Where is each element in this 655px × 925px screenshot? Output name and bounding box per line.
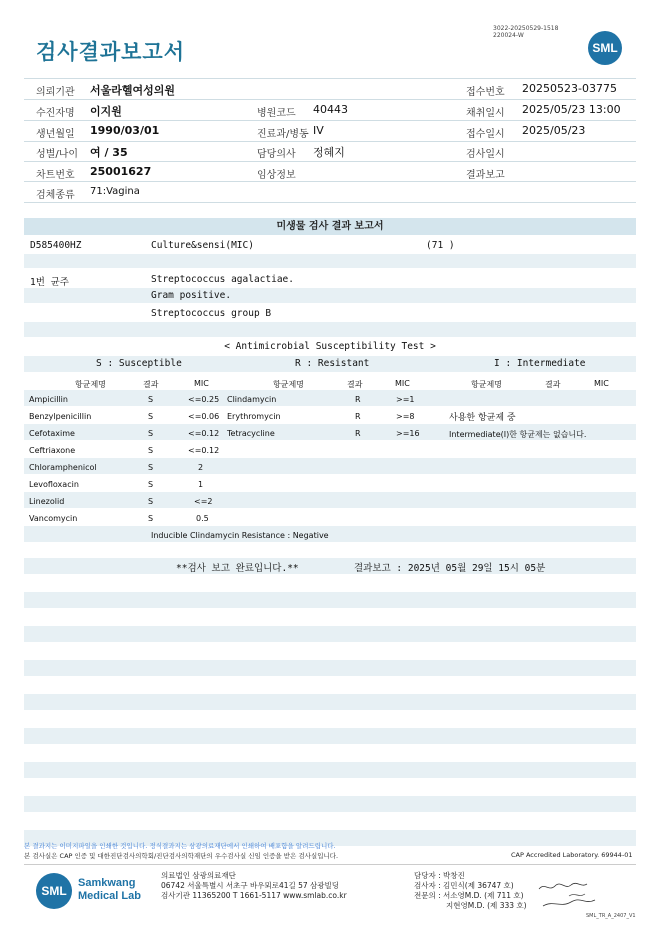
drug-mic: >=1 [396,395,415,404]
result-time: 결과보고 : 2025년 05월 29일 15시 05분 [354,563,546,574]
receipt-date-value: 2025/05/23 [522,124,586,137]
col-header-result: 결과 [347,380,363,389]
staff-line: 담당자 : 박창진 [414,871,465,880]
address-line: 의료법인 삼광의료재단 [161,871,236,880]
drug-mic: 2 [198,463,204,472]
col-header-drug: 항균제명 [75,380,106,389]
address-line: 검사기관 11365200 T 1661-5117 www.smlab.co.kr [161,891,347,900]
test-date-label: 검사일시 [466,149,505,160]
staff-line: 전문의 : 서소영M.D. (제 711 호) [414,891,524,900]
row-band [24,322,636,337]
drug-name: Ceftriaxone [29,446,76,455]
patient-name-label: 수진자명 [36,108,75,119]
page-title: 검사결과보고서 [36,40,186,64]
sex-age-label: 성별/나이 [36,149,79,160]
footer-notice: 본 결과지는 이미지파일을 인쇄한 것입니다. 정식결과지는 삼광의료재단에서 인쇄하여 배포함을 알려드립니다. [24,842,336,850]
result-report-label: 결과보고 [466,170,505,181]
drug-name: Ampicillin [29,395,68,404]
staff-list [414,871,527,911]
specimen-label: 검체종류 [36,190,75,201]
drug-mic: >=8 [396,412,415,421]
intermediate-note: 사용한 항균제 중 [449,413,516,423]
row-band [24,288,636,303]
drug-name: Benzylpenicillin [29,412,92,421]
completion-text: **검사 보고 완료입니다.** [176,563,299,574]
col-header-mic: MIC [395,379,410,388]
organism-label: 1번 균주 [30,277,69,288]
staff-line: 검사자 : 김민식(제 36747 호) [414,881,514,890]
drug-result: S [148,497,154,506]
sml-logo: SML [588,31,622,65]
drug-name: Erythromycin [227,412,281,421]
address-line: 06742 서울특별시 서초구 바우뫼로41길 57 삼광빌딩 [161,881,340,890]
dob-value: 1990/03/01 [90,124,160,137]
divider [24,202,636,203]
col-header-mic: MIC [194,379,209,388]
chart-no-label: 차트번호 [36,170,75,181]
inducible-clindamycin: Inducible Clindamycin Resistance : Negative [151,531,329,540]
dob-label: 생년월일 [36,129,75,140]
organization-name [78,877,141,903]
doctor-value: 정혜지 [313,146,345,159]
signature-image [535,880,615,914]
col-header-drug: 항균제명 [273,380,304,389]
document-id-line-1: 3022-20250529-1518 [493,25,559,32]
receipt-no-value: 20250523-03775 [522,82,617,95]
drug-name: Linezolid [29,497,65,506]
collect-value: 2025/05/23 13:00 [522,103,621,116]
row-band [24,796,636,812]
institution-label: 의뢰기관 [36,87,75,98]
specimen-value: 71:Vagina [90,186,140,197]
row-band [24,390,636,406]
organism-line: Streptococcus group B [151,308,272,319]
drug-name: Clindamycin [227,395,277,404]
form-code: SML_TR_A_2407_V1 [586,913,636,919]
row-band [24,592,636,608]
drug-name: Cefotaxime [29,429,75,438]
drug-mic: 1 [198,480,204,489]
row-band [24,458,636,474]
organization-address [161,871,347,901]
organism-line: Gram positive. [151,290,232,301]
document-id-line-2: 220024-W [493,32,524,39]
footer-certification: 본 검사실은 CAP 인증 및 대한진단검사의학회/진단검사의학재단의 우수검사실 신임 인증을 받은 검사실입니다. [24,852,339,860]
organization-name-line: Medical Lab [78,890,141,902]
receipt-no-label: 접수번호 [466,87,505,98]
chart-no-value: 25001627 [90,165,152,178]
legend-susceptible: S : Susceptible [96,358,182,369]
row-band [24,694,636,710]
legend-resistant: R : Resistant [295,358,370,369]
doctor-label: 담당의사 [257,149,296,160]
drug-mic: <=2 [194,497,213,506]
sex-age-value: 여 / 35 [90,146,128,159]
legend-intermediate: I : Intermediate [494,358,586,369]
receipt-date-label: 접수일시 [466,129,505,140]
drug-result: S [148,463,154,472]
organization-name-line: Samkwang [78,877,136,889]
drug-result: S [148,446,154,455]
test-number: (71 ) [426,240,455,251]
document-id [493,25,558,39]
row-band [24,660,636,676]
drug-mic: 0.5 [196,514,209,523]
section-title: 미생물 검사 결과 보고서 [276,221,384,232]
row-band [24,526,636,542]
row-band [24,728,636,744]
row-band [24,492,636,508]
divider [24,120,636,121]
drug-result: S [148,395,154,404]
patient-name-value: 이지원 [90,105,122,118]
institution-value: 서울라헬여성의원 [90,84,176,97]
row-band [24,254,636,268]
test-code: D585400HZ [30,240,82,251]
col-header-mic: MIC [594,379,609,388]
divider [24,99,636,100]
drug-mic: <=0.06 [188,412,220,421]
row-band [24,626,636,642]
divider [24,141,636,142]
drug-result: S [148,480,154,489]
drug-mic: <=0.12 [188,446,220,455]
drug-name: Vancomycin [29,514,78,523]
divider [24,78,636,79]
drug-result: R [355,412,361,421]
drug-name: Tetracycline [227,429,275,438]
divider [24,161,636,162]
collect-label: 채취일시 [466,108,505,119]
organism-line: Streptococcus agalactiae. [151,274,294,285]
drug-result: S [148,429,154,438]
test-name: Culture&sensi(MIC) [151,240,254,251]
drug-mic: <=0.25 [188,395,220,404]
col-header-drug: 항균제명 [471,380,502,389]
hospital-code-value: 40443 [313,103,348,116]
sml-footer-logo: SML [36,873,72,909]
col-header-result: 결과 [143,380,159,389]
hospital-code-label: 병원코드 [257,108,296,119]
cap-accreditation: CAP Accredited Laboratory. 69944-01 [511,851,633,859]
drug-result: S [148,514,154,523]
clinical-info-label: 임상정보 [257,170,296,181]
divider [24,181,636,182]
dept-label: 진료과/병동 [257,129,309,140]
row-band [24,762,636,778]
ast-title: < Antimicrobial Susceptibility Test > [224,341,436,352]
col-header-result: 결과 [545,380,561,389]
divider [24,864,636,865]
drug-result: R [355,395,361,404]
section-header [24,218,636,235]
drug-result: R [355,429,361,438]
drug-mic: <=0.12 [188,429,220,438]
intermediate-note: Intermediate(I)한 항균제는 없습니다. [449,430,587,439]
dept-value: IV [313,124,324,137]
drug-result: S [148,412,154,421]
staff-line: 지현영M.D. (제 333 호) [446,901,527,910]
drug-mic: >=16 [396,429,420,438]
drug-name: Levofloxacin [29,480,79,489]
drug-name: Chloramphenicol [29,463,97,472]
